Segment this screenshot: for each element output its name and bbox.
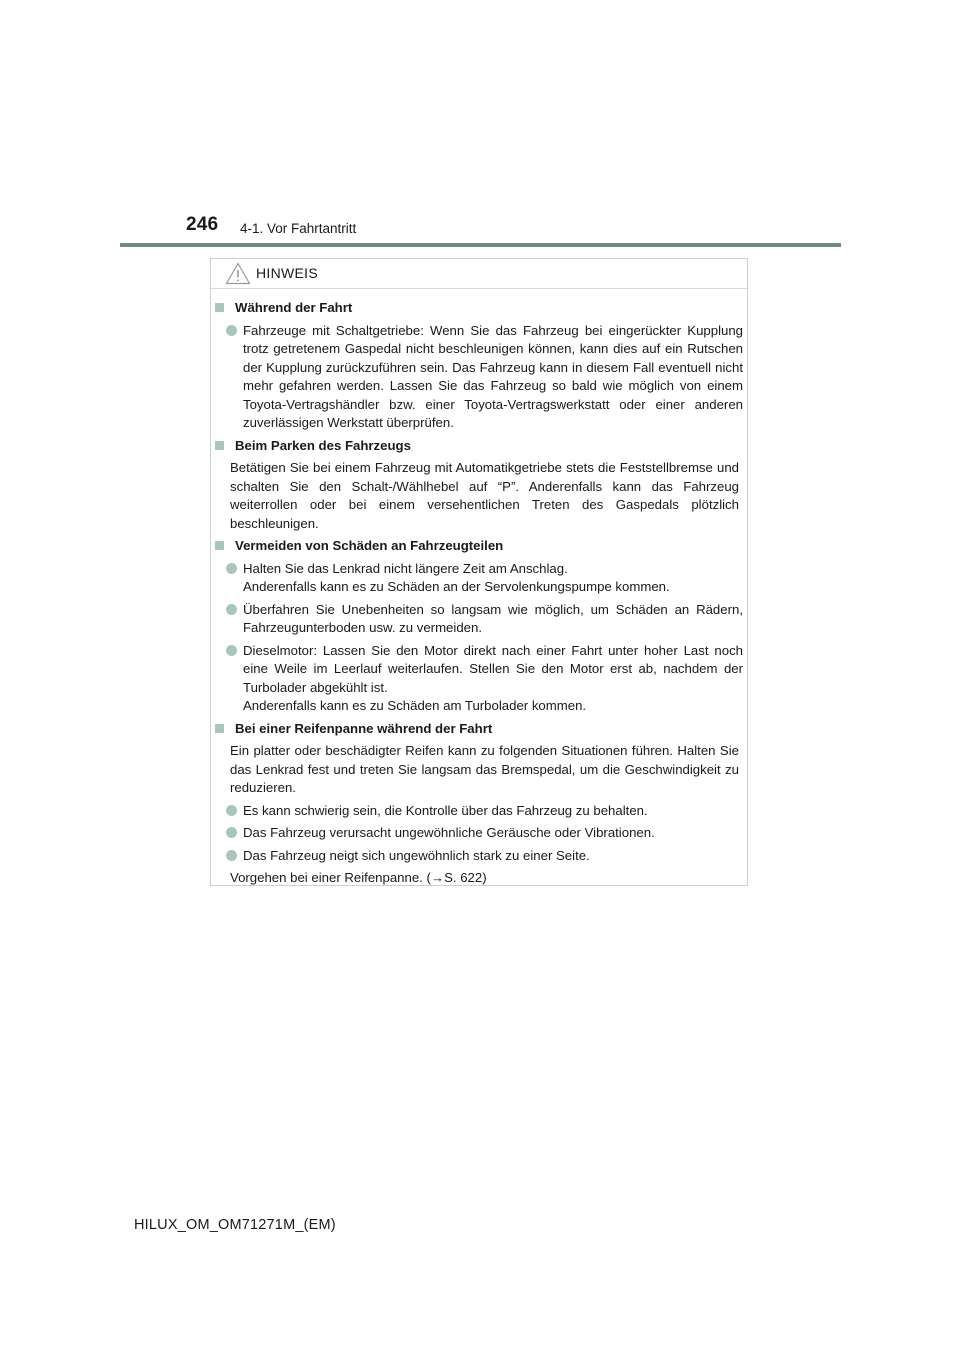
circle-bullet-icon	[226, 325, 237, 336]
notice-title: HINWEIS	[256, 265, 318, 281]
page-reference[interactable]: Vorgehen bei einer Reifenpanne. (→S. 622)	[230, 870, 487, 885]
list-item: Halten Sie das Lenkrad nicht längere Zeit am Anschlag. Anderenfalls kann es zu Schäden an der Servolenkungspumpe kommen.	[211, 560, 749, 597]
list-item: Fahrzeuge mit Schaltgetriebe: Wenn Sie das Fahrzeug bei eingerückter Kupplung trotz getretenem Gaspedal nicht beschleunigen können, kann dies auf ein Rutschen der Kupplung zurückzuführen sein. Das Fahrzeug kann in diesem Fall eventuell nicht mehr gefahren werden. Lassen Sie das Fahrzeug so bald wie möglich von einem Toyota-Vertragshändler bzw. einer Toyota-Vertragswerkstatt oder einer anderen zuverlässigen Werkstatt überprüfen.	[211, 322, 749, 433]
paragraph: Betätigen Sie bei einem Fahrzeug mit Automatikgetriebe stets die Feststellbremse und schalten Sie den Schalt-/Wählhebel auf “P”. Anderenfalls kann das Fahrzeug weiterrollen oder bei einem versehentlichen Treten des Gaspedals plötzlich beschleunigen.	[230, 460, 739, 531]
square-bullet-icon	[215, 441, 224, 450]
square-bullet-icon	[215, 724, 224, 733]
section-avoid-damage	[211, 537, 749, 716]
circle-bullet-icon	[226, 827, 237, 838]
notice-box	[210, 258, 748, 886]
warning-triangle-icon	[225, 262, 251, 285]
list-item: Das Fahrzeug verursacht ungewöhnliche Geräusche oder Vibrationen.	[211, 824, 749, 843]
document-code: HILUX_OM_OM71271M_(EM)	[134, 1217, 336, 1233]
circle-bullet-icon	[226, 805, 237, 816]
section-parking	[211, 437, 749, 534]
section-title: 4-1. Vor Fahrtantritt	[240, 221, 357, 236]
paragraph: Ein platter oder beschädigter Reifen kann zu folgenden Situationen führen. Halten Sie das Lenkrad fest und treten Sie langsam das Bremspedal, um die Geschwindigkeit zu reduzieren.	[230, 743, 739, 795]
circle-bullet-icon	[226, 604, 237, 615]
square-bullet-icon	[215, 303, 224, 312]
page-number: 246	[186, 214, 219, 235]
header-rule	[120, 243, 841, 247]
section-flat-tire	[211, 720, 749, 888]
section-heading: Während der Fahrt	[215, 299, 749, 318]
section-heading: Vermeiden von Schäden an Fahrzeugteilen	[215, 537, 749, 556]
circle-bullet-icon	[226, 850, 237, 861]
square-bullet-icon	[215, 541, 224, 550]
circle-bullet-icon	[226, 563, 237, 574]
list-item: Überfahren Sie Unebenheiten so langsam wie möglich, um Schäden an Rädern, Fahrzeugunterboden usw. zu vermeiden.	[211, 601, 749, 638]
circle-bullet-icon	[226, 645, 237, 656]
section-heading: Bei einer Reifenpanne während der Fahrt	[215, 720, 749, 739]
notice-header	[211, 259, 747, 289]
notice-body	[211, 299, 749, 892]
list-item: Es kann schwierig sein, die Kontrolle über das Fahrzeug zu behalten.	[211, 802, 749, 821]
list-item: Das Fahrzeug neigt sich ungewöhnlich stark zu einer Seite.	[211, 847, 749, 866]
section-during-driving	[211, 299, 749, 433]
list-item: Dieselmotor: Lassen Sie den Motor direkt nach einer Fahrt unter hoher Last noch eine Weile im Leerlauf weiterlaufen. Stellen Sie den Motor erst ab, nachdem der Turbolader abgekühlt ist. Anderenfalls kann es zu Schäden am Turbolader kommen.	[211, 642, 749, 716]
section-heading: Beim Parken des Fahrzeugs	[215, 437, 749, 456]
